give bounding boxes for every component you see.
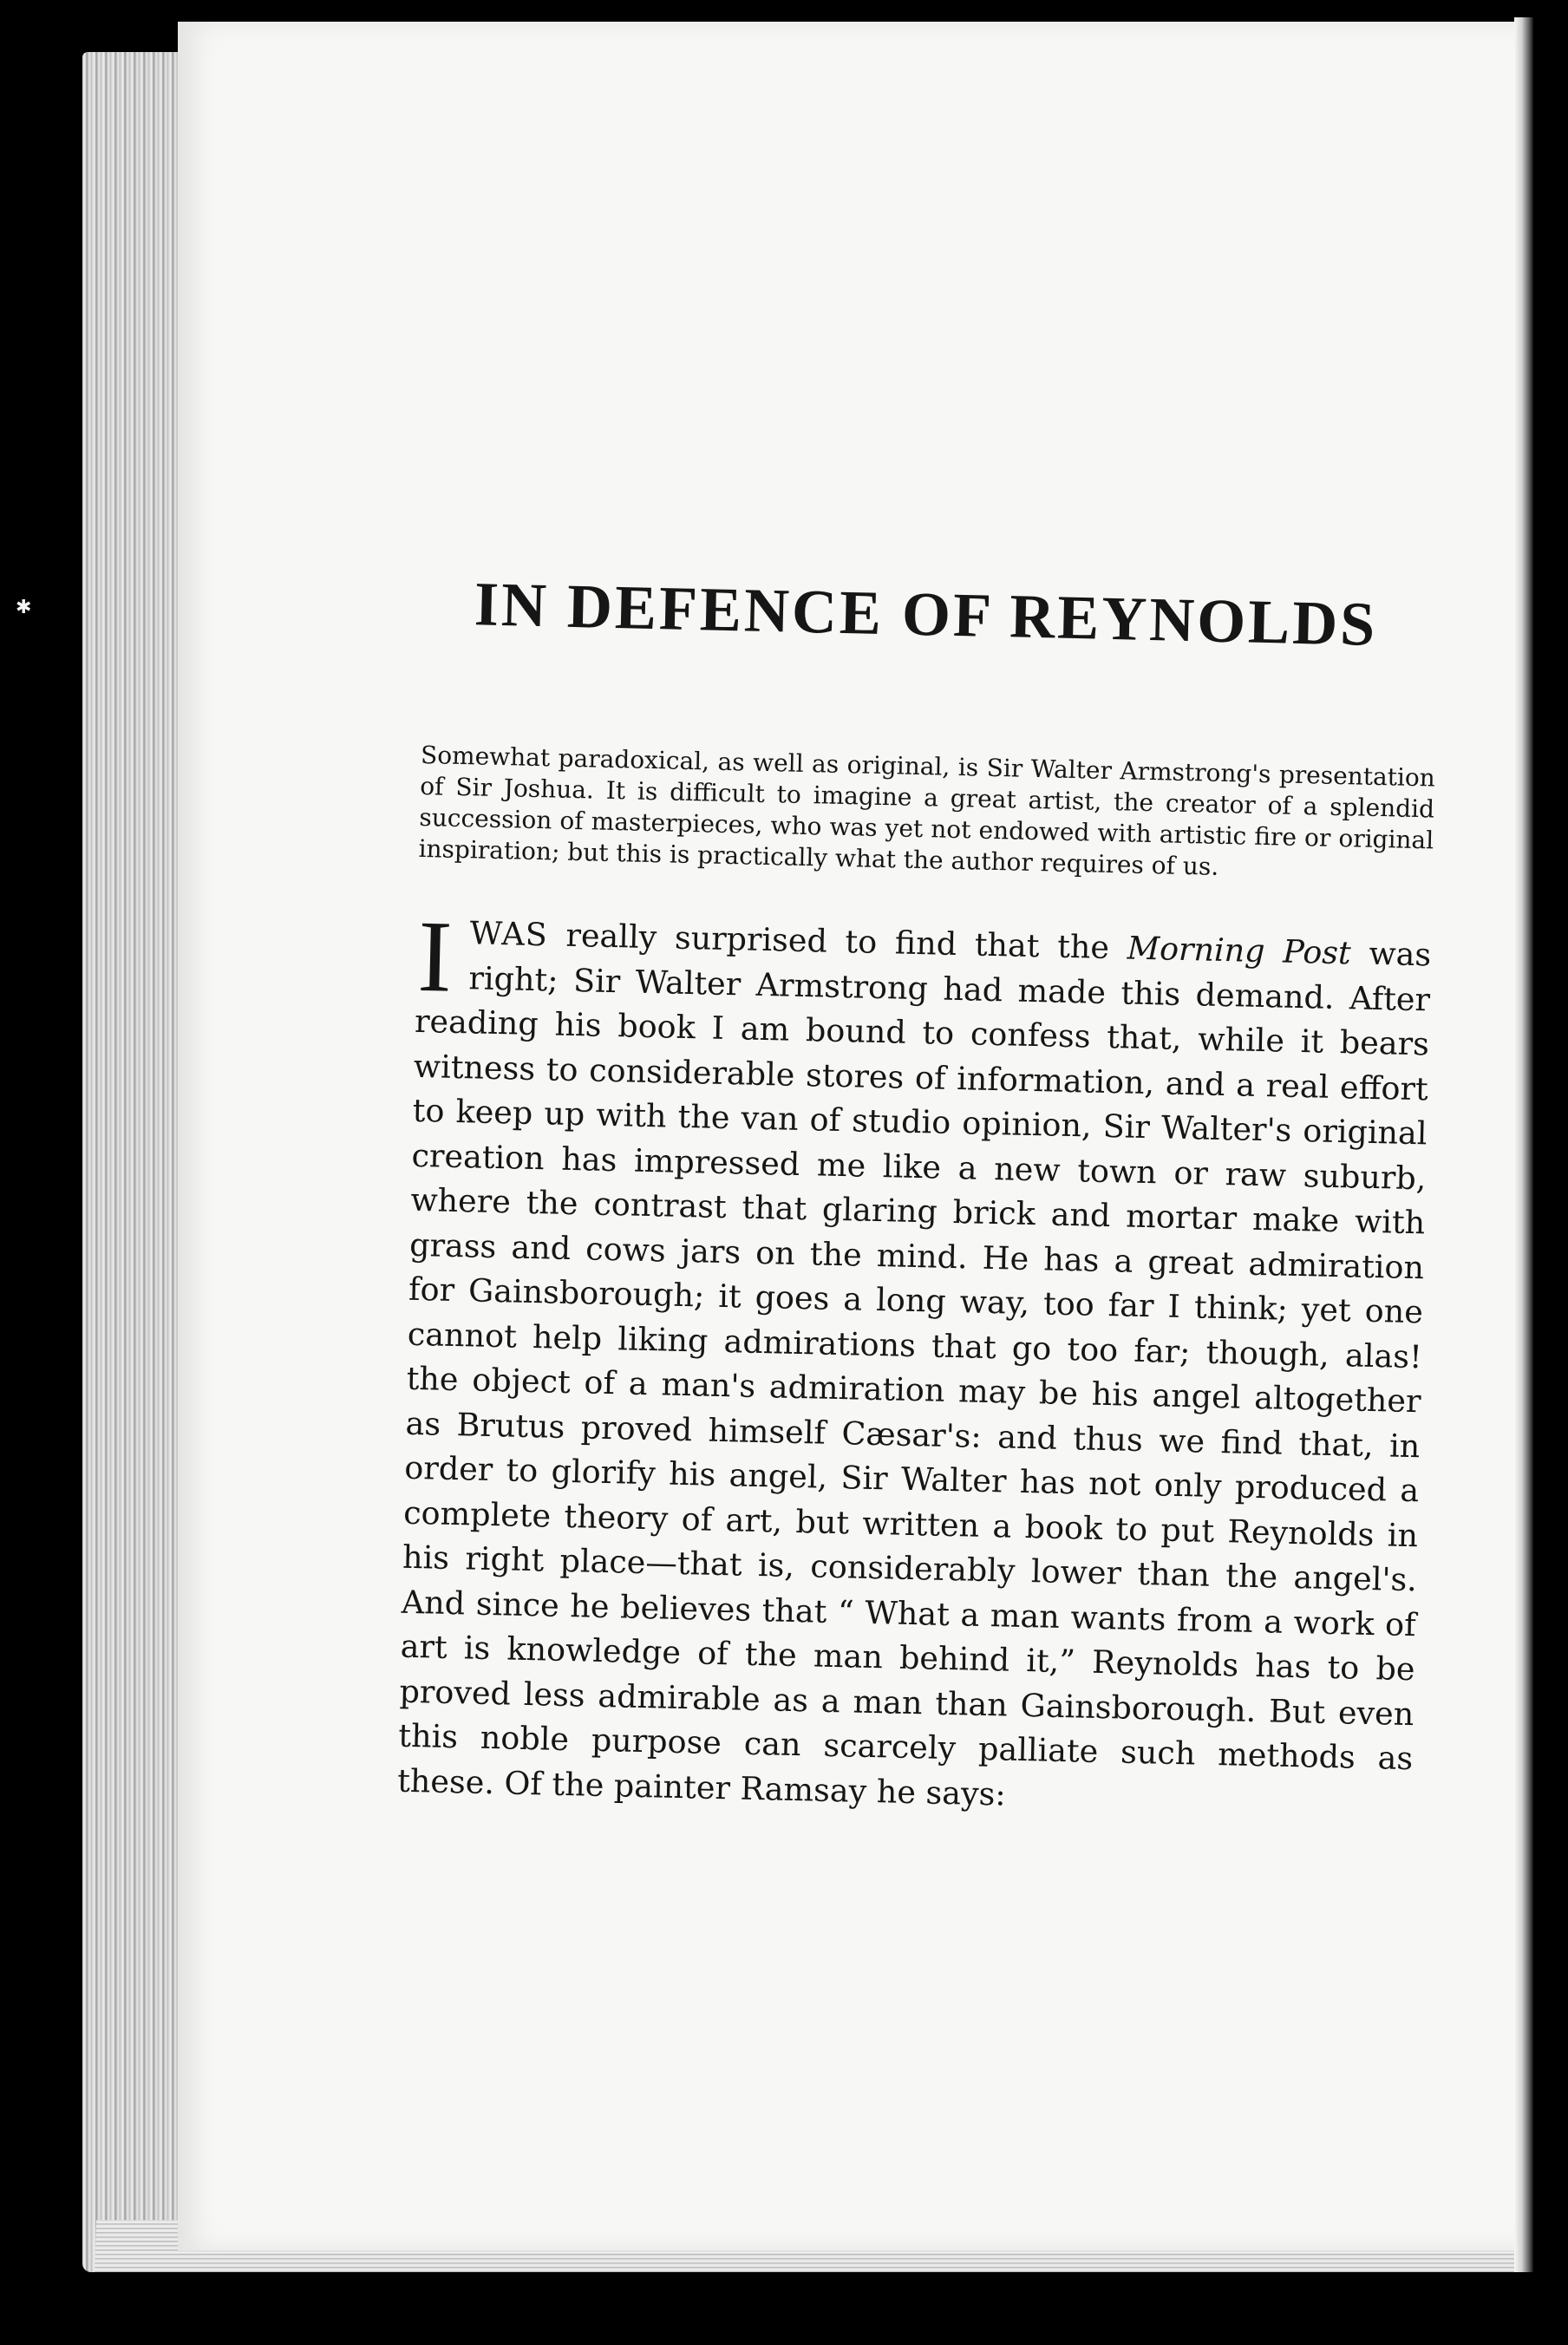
- newspaper-name: Morning Post: [1127, 929, 1352, 972]
- article-body: [396, 898, 1432, 1826]
- article-intro: [418, 740, 1435, 888]
- page-right-shadow: [1514, 17, 1533, 2272]
- article: [397, 568, 1440, 1826]
- intro-text: Somewhat paradoxical, as well as original, is Sir Walter Armstrong's presentation of Sir Joshua. It is difficult to imagine a great artist, the creator of a splendid succession of masterpieces, who was yet not endowed with artistic fire or original inspiration; but this is practically what the author requires of us.: [418, 740, 1436, 881]
- article-title: IN DEFENCE OF REYNOLDS: [474, 569, 1379, 659]
- scan-speck: ✱: [16, 597, 32, 618]
- body-lead: really surprised to find that the: [547, 916, 1128, 967]
- first-word: WAS: [469, 914, 549, 954]
- body-rest: was right; Sir Walter Armstrong had made this demand. After reading his book I am bound to confess that, while it bears witness to considerable stores of information, and a real effort to keep up with the van of studio opinion, Sir Walter's original creation has impressed me like a new town or raw suburb, where the contrast that glaring brick and mortar make with grass and cows jars on the mind. He has a great admiration for Gainsborough; it goes a long way, too far I think; yet one cannot help liking admirations that go too far; though, alas! the object of a man's admiration may be his angel altogether as Brutus proved himself Cæsar's: and thus we find that, in order to glorify his angel, Sir Walter has not only produced a complete theory of art, but written a book to put Reynolds in his right place—that is, considerably lower than the angel's. And since he believes that “ What a man wants from a work of art is knowledge of the man behind it,” Reynolds has to be proved less admirable as a man than Gainsborough. But even this noble purpose can scarcely palliate such methods as these. Of the painter Ramsay he says:: [396, 934, 1432, 1813]
- drop-cap: I: [416, 898, 454, 1014]
